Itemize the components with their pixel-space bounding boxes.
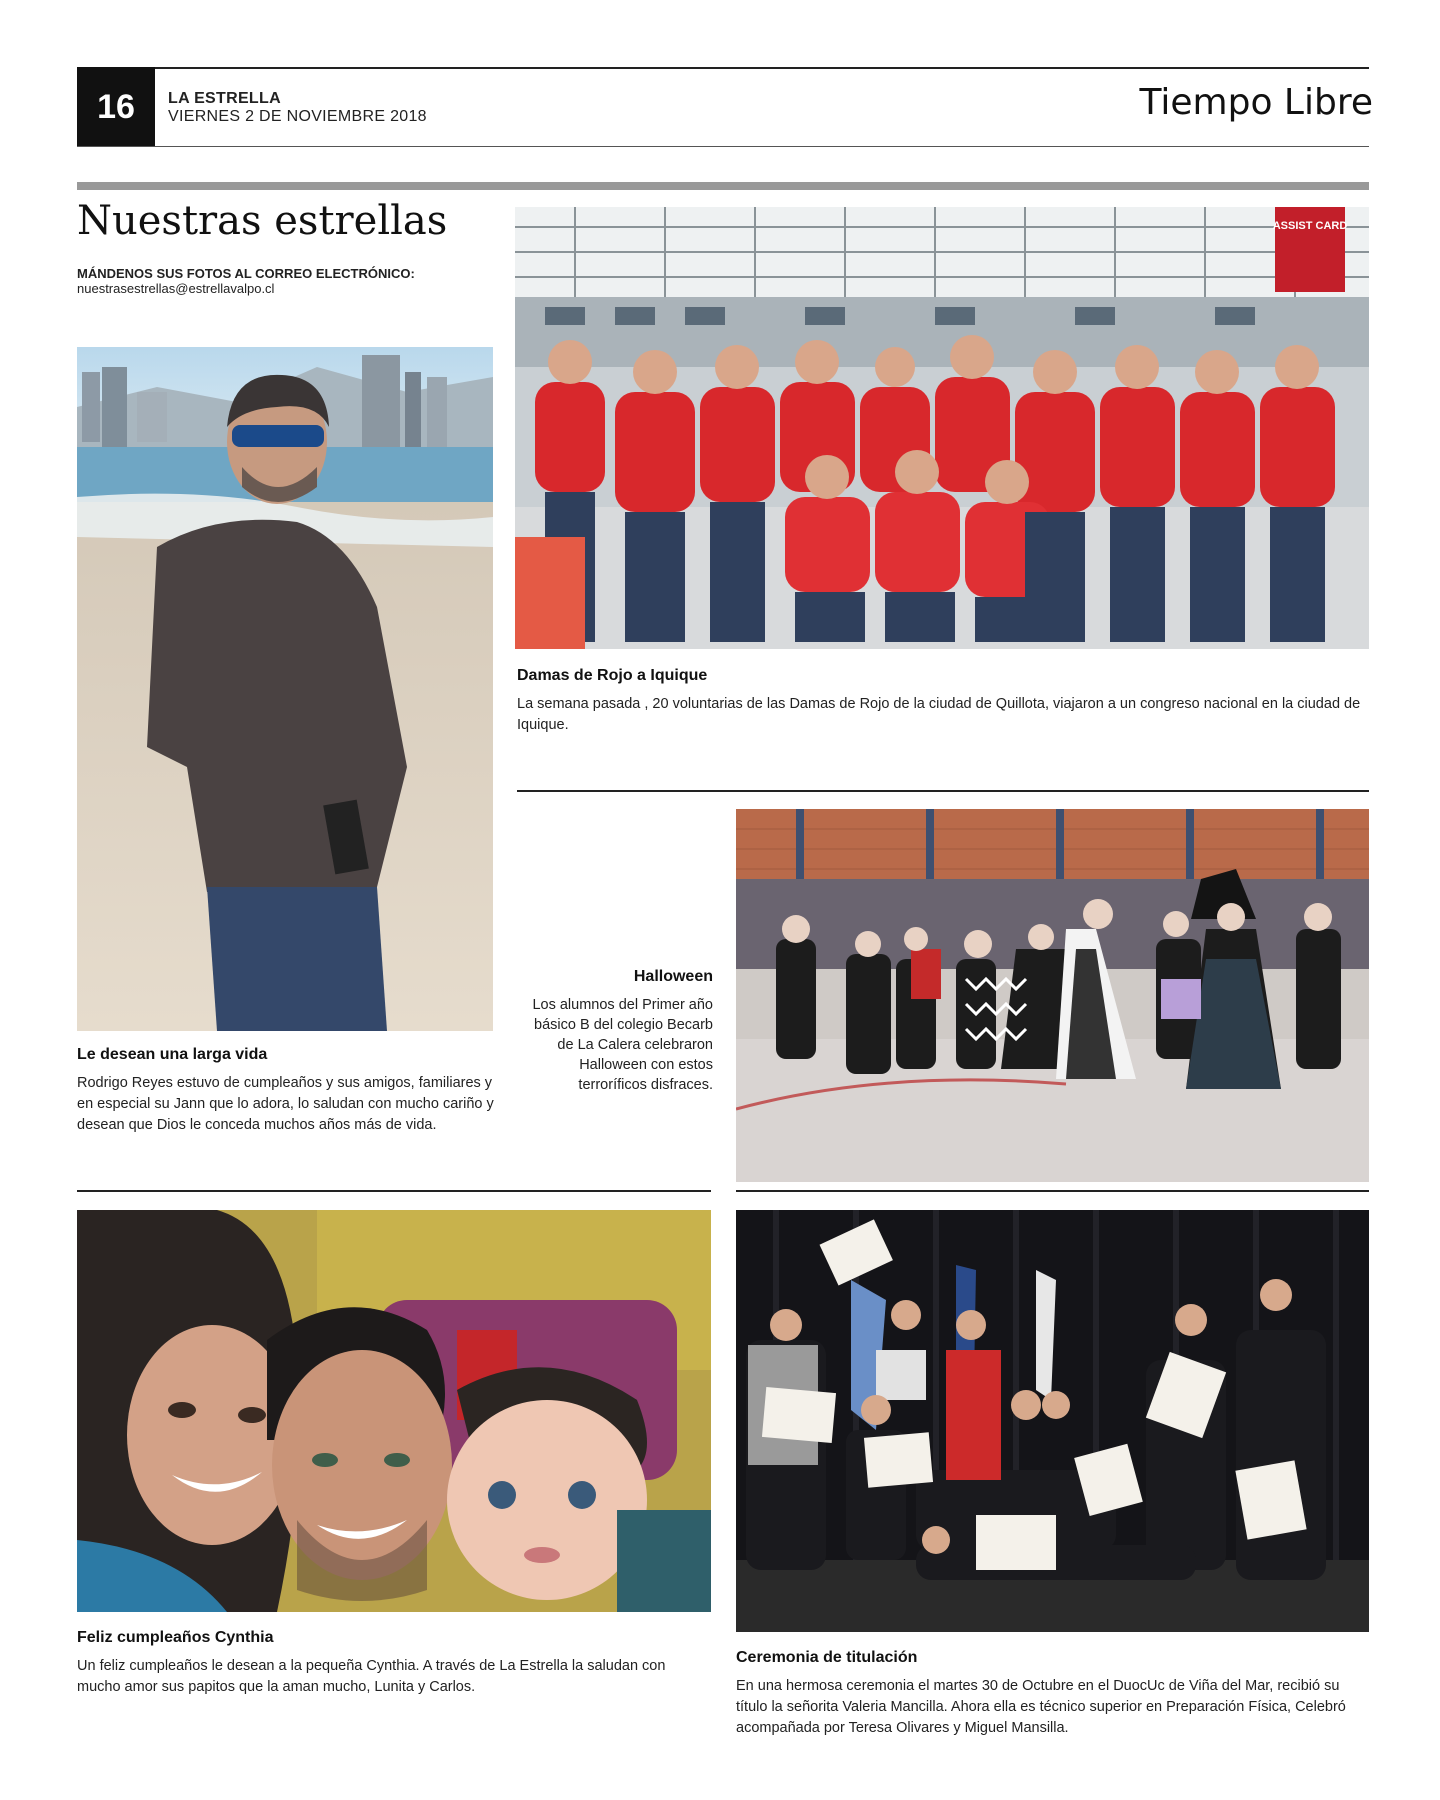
page-number: 16	[77, 67, 155, 147]
issue-date: VIERNES 2 DE NOVIEMBRE 2018	[168, 108, 427, 125]
article-title-halloween: Halloween	[633, 968, 713, 985]
photo-beach-man	[77, 347, 493, 1031]
article-body-titulacion: En una hermosa ceremonia el martes 30 de Octubre en el DuocUc de Viña del Mar, recibió su título la señorita Valeria Mancilla. Ahora ella es técnico superior en Preparación Física, Celebró acompañada por Teresa Olivares y Miguel Mansilla.	[736, 1678, 1346, 1736]
separator-middle-right	[736, 1190, 1369, 1192]
article-body-birthday-rodrigo: Rodrigo Reyes estuvo de cumpleaños y sus amigos, familiares y en especial su Jann que lo adora, lo saludan con mucho cariño y desean que Dios le conceda muchos años más de vida.	[77, 1075, 494, 1133]
article-body-halloween: Los alumnos del Primer año básico B del colegio Becarb de La Calera celebraron Halloween con estos terroríficos disfraces.	[532, 997, 713, 1093]
article-body-cynthia: Un feliz cumpleaños le desean a la pequeña Cynthia. A través de La Estrella la saludan con mucho amor sus papitos que la aman mucho, Lunita y Carlos.	[77, 1658, 666, 1695]
photo-halloween	[736, 809, 1369, 1182]
photo-graduation	[736, 1210, 1369, 1632]
section-title: Nuestras estrellas	[77, 198, 448, 244]
airport-banner-text: ASSIST CARD	[1272, 220, 1348, 232]
photo-damas-de-rojo	[515, 207, 1369, 649]
header-bottom-rule	[77, 146, 1369, 147]
article-body-damas-de-rojo: La semana pasada , 20 voluntarias de las Damas de Rojo de la ciudad de Quillota, viajaron a un congreso nacional en la ciudad de Iquique.	[517, 696, 1361, 733]
article-title-birthday-rodrigo: Le desean una larga vida	[77, 1046, 268, 1063]
section-band	[77, 182, 1369, 190]
header-top-rule	[77, 67, 1369, 69]
email-label: MÁNDENOS SUS FOTOS AL CORREO ELECTRÓNICO:	[77, 266, 415, 281]
section-name: Tiempo Libre	[1139, 82, 1373, 123]
separator-middle-left	[77, 1190, 711, 1192]
article-title-damas-de-rojo: Damas de Rojo a Iquique	[517, 667, 708, 684]
photo-family-selfie	[77, 1210, 711, 1612]
article-title-cynthia: Feliz cumpleaños Cynthia	[77, 1629, 274, 1646]
email-address[interactable]: nuestrasestrellas@estrellavalpo.cl	[77, 281, 275, 296]
article-title-titulacion: Ceremonia de titulación	[736, 1649, 918, 1666]
separator-damas	[517, 790, 1369, 792]
paper-name: LA ESTRELLA	[168, 90, 281, 107]
